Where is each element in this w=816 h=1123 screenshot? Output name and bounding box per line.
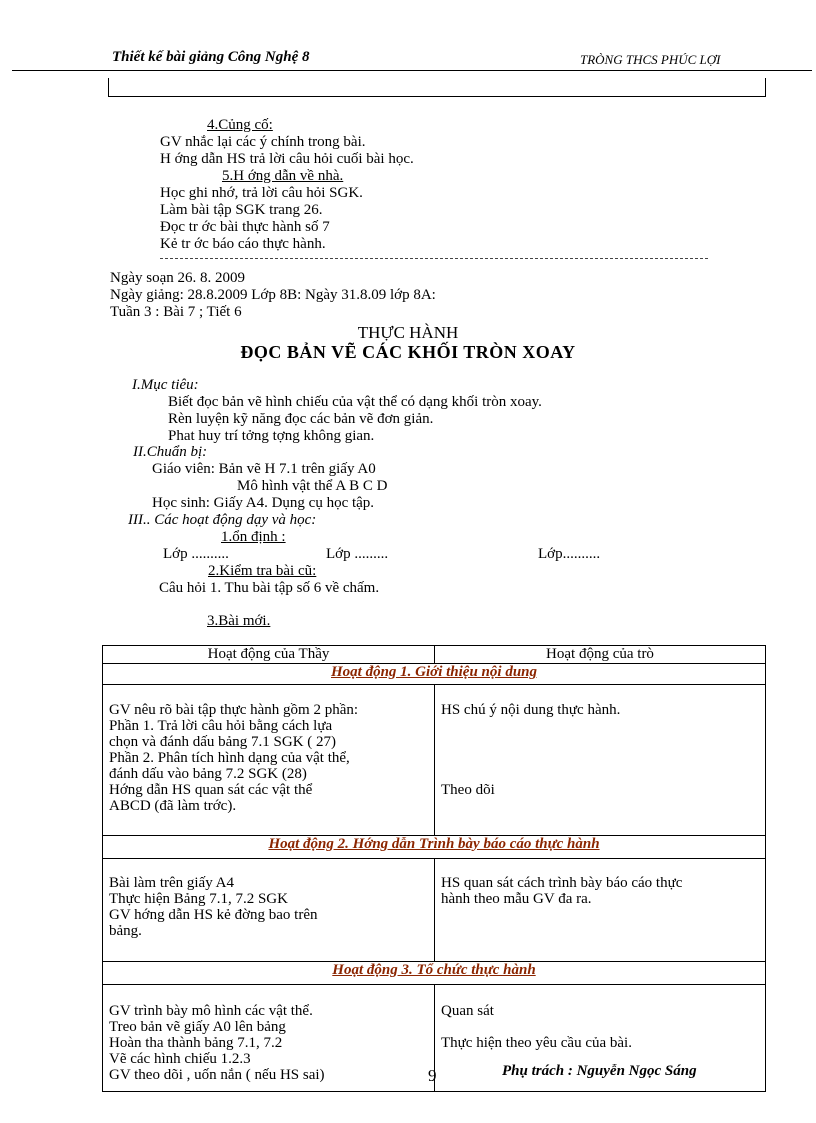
activity-2-student [435, 859, 766, 962]
table-line: GV hớng dẫn HS kẻ đờng bao trên [109, 907, 318, 923]
ondinh-title: 1.ổn định : [221, 529, 286, 545]
muctieu-line: Phat huy trí tởng tợng không gian. [168, 428, 375, 444]
muctieu-line: Biết đọc bản vẽ hình chiếu của vật thể có dạng khối tròn xoay. [168, 394, 542, 410]
header-school: TRÒNG THCS PHÚC LỢI [580, 52, 721, 67]
frame-bracket [108, 78, 766, 97]
footer-author: Phụ trách : Nguyễn Ngọc Sáng [502, 1063, 697, 1079]
activity-3-teacher [103, 985, 435, 1092]
table-line: Hoàn tha thành bảng 7.1, 7.2 [109, 1035, 283, 1051]
lop-field-3: Lớp.......... [538, 546, 601, 562]
activity-2-teacher [103, 859, 435, 962]
table-line: Hớng dẫn HS quan sát các vật thể [109, 782, 313, 798]
table-line: Vẽ các hình chiếu 1.2.3 [109, 1051, 251, 1067]
table-line: chọn và đánh dấu bảng 7.1 SGK ( 27) [109, 734, 337, 750]
header-rule [12, 70, 812, 71]
table-line: Phần 2. Phân tích hình dạng của vật thể, [109, 750, 350, 766]
lop-field-2: Lớp ......... [326, 546, 389, 562]
header-subject: Thiết kế bài giảng Công Nghệ 8 [112, 49, 310, 65]
table-line: Quan sát [441, 1003, 494, 1019]
kiemtra-cauhoi: Câu hỏi 1. Thu bài tập số 6 về chấm. [159, 580, 380, 596]
activity-1-teacher [103, 685, 435, 836]
table-line: Treo bản vẽ giấy A0 lên bảng [109, 1019, 286, 1035]
activity-table [102, 645, 766, 1092]
col-header-tro: Hoạt động của trò [435, 646, 766, 664]
dashed-separator [160, 258, 708, 259]
table-line: đánh dấu vào bảng 7.2 SGK (28) [109, 766, 307, 782]
activity-title-row [103, 836, 766, 859]
col-header-thay: Hoạt động của Thầy [103, 646, 435, 664]
kiemtra-title: 2.Kiểm tra bài cũ: [208, 563, 317, 579]
page-number: 9 [428, 1066, 437, 1085]
lesson-title-1: THỰC HÀNH [357, 323, 459, 342]
muctieu-heading: I.Mục tiêu: [132, 377, 199, 393]
table-line: Thực hiện theo yêu cầu của bài. [441, 1035, 632, 1051]
activity-1-title: Hoạt động 1. Giới thiệu nội dung [103, 664, 766, 685]
hoatdong-heading: III.. Các hoạt động dạy và học: [128, 512, 317, 528]
table-line: GV theo dõi , uốn nắn ( nếu HS sai) [109, 1067, 325, 1083]
table-header-row [103, 646, 766, 664]
section-title-huongdan: 5.H ớng dẫn về nhà. [222, 168, 344, 184]
table-line: bảng. [109, 923, 142, 939]
table-line: hành theo mẫu GV đa ra. [441, 891, 592, 907]
activity-3-title: Hoạt động 3. Tổ chức thực hành [103, 962, 766, 985]
activity-2-title: Hoạt động 2. Hớng dẫn Trình bày báo cáo thực hành [103, 836, 766, 859]
lop-field-1: Lớp .......... [163, 546, 229, 562]
table-line: Bài làm trên giấy A4 [109, 875, 234, 891]
baimoi-title: 3.Bài mới. [207, 613, 271, 629]
lesson-title-2: ĐỌC BẢN VẼ CÁC KHỐI TRÒN XOAY [240, 342, 576, 362]
table-line: HS quan sát cách trình bày báo cáo thực [441, 875, 683, 891]
text-line: Kẻ tr ớc báo cáo thực hành. [160, 236, 326, 252]
table-line: HS chú ý nội dung thực hành. [441, 702, 621, 718]
text-line: GV nhắc lại các ý chính trong bài. [160, 134, 366, 150]
text-line: H ớng dẫn HS trả lời câu hỏi cuối bài học. [160, 151, 414, 167]
chuanbi-heading: II.Chuẩn bị: [133, 444, 208, 460]
table-line: GV trình bày mô hình các vật thể. [109, 1003, 313, 1019]
table-line: ABCD (đã làm trớc). [109, 798, 237, 814]
activity-title-row [103, 664, 766, 685]
muctieu-line: Rèn luyện kỹ năng đọc các bản vẽ đơn giản. [168, 411, 434, 427]
chuanbi-gv: Giáo viên: Bản vẽ H 7.1 trên giấy A0 [152, 461, 376, 477]
table-line: Phần 1. Trả lời câu hỏi bằng cách lựa [109, 718, 333, 734]
section-title-cungco: 4.Củng cố: [207, 117, 273, 133]
activity-title-row [103, 962, 766, 985]
tuan-bai-tiet: Tuần 3 : Bài 7 ; Tiết 6 [110, 304, 242, 320]
ngay-giang: Ngày giảng: 28.8.2009 Lớp 8B: Ngày 31.8.09 lớp 8A: [110, 287, 436, 303]
activity-1-row [103, 685, 766, 836]
activity-1-student [435, 685, 766, 836]
table-line: Theo dõi [441, 782, 495, 798]
table-line: GV nêu rõ bài tập thực hành gồm 2 phần: [109, 702, 359, 718]
text-line: Đọc tr ớc bài thực hành số 7 [160, 219, 330, 235]
activity-2-row [103, 859, 766, 962]
text-line: Làm bài tập SGK trang 26. [160, 202, 323, 218]
chuanbi-hs: Học sinh: Giấy A4. Dụng cụ học tập. [152, 495, 375, 511]
table-line: Thực hiện Bảng 7.1, 7.2 SGK [109, 891, 288, 907]
text-line: Học ghi nhớ, trả lời câu hỏi SGK. [160, 185, 363, 201]
ngay-soan: Ngày soạn 26. 8. 2009 [110, 270, 245, 286]
chuanbi-gv-mohinh: Mô hình vật thể A B C D [237, 478, 388, 494]
